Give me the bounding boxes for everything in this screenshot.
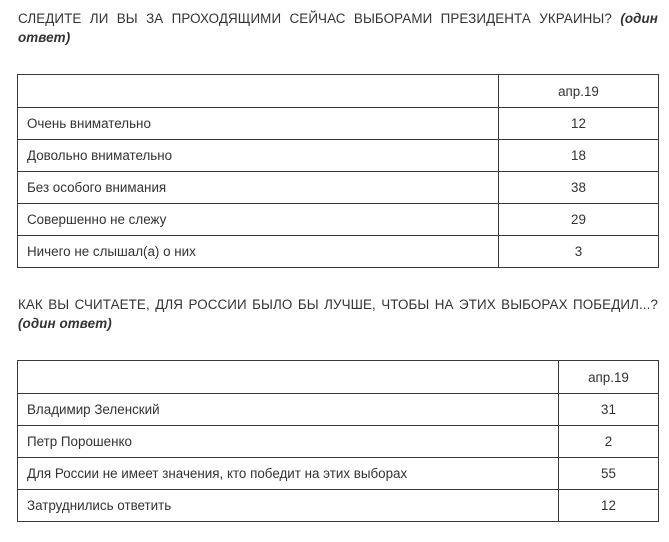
- table-row: [18, 236, 659, 268]
- question-1-text: СЛЕДИТЕ ЛИ ВЫ ЗА ПРОХОДЯЩИМИ СЕЙЧАС ВЫБОРАМИ ПРЕЗИДЕНТА УКРАИНЫ?: [18, 11, 612, 26]
- row-value: 12: [559, 490, 659, 522]
- row-value: 12: [499, 108, 659, 140]
- table-row: [18, 172, 659, 204]
- question-1-table: [17, 74, 659, 268]
- row-label: Совершенно не слежу: [18, 204, 499, 236]
- table-row: [18, 426, 659, 458]
- question-1-note: (один ответ): [18, 11, 658, 45]
- row-value: 2: [559, 426, 659, 458]
- question-2-text: КАК ВЫ СЧИТАЕТЕ, ДЛЯ РОССИИ БЫЛО БЫ ЛУЧШЕ, ЧТОБЫ НА ЭТИХ ВЫБОРАХ ПОБЕДИЛ...?: [18, 297, 658, 312]
- row-label: Ничего не слышал(а) о них: [18, 236, 499, 268]
- row-label: Без особого внимания: [18, 172, 499, 204]
- header-empty-cell: [18, 75, 499, 108]
- question-2-heading: [18, 295, 658, 333]
- row-value: 29: [499, 204, 659, 236]
- row-label: Затруднились ответить: [18, 490, 559, 522]
- question-2-table: [17, 360, 659, 522]
- table-row: [18, 458, 659, 490]
- row-label: Очень внимательно: [18, 108, 499, 140]
- row-label: Петр Порошенко: [18, 426, 559, 458]
- table-row: [18, 204, 659, 236]
- table-row: [18, 108, 659, 140]
- row-label: Владимир Зеленский: [18, 394, 559, 426]
- table-row: [18, 140, 659, 172]
- row-label: Для России не имеет значения, кто победит на этих выборах: [18, 458, 559, 490]
- column-header-date: апр.19: [499, 75, 659, 108]
- question-2-note: (один ответ): [18, 316, 112, 331]
- row-value: 55: [559, 458, 659, 490]
- row-value: 38: [499, 172, 659, 204]
- row-label: Довольно внимательно: [18, 140, 499, 172]
- row-value: 3: [499, 236, 659, 268]
- table-row: [18, 394, 659, 426]
- table-row: [18, 490, 659, 522]
- table-header-row: [18, 75, 659, 108]
- column-header-date: апр.19: [559, 361, 659, 394]
- table-header-row: [18, 361, 659, 394]
- row-value: 18: [499, 140, 659, 172]
- row-value: 31: [559, 394, 659, 426]
- question-1-heading: [18, 9, 658, 47]
- header-empty-cell: [18, 361, 559, 394]
